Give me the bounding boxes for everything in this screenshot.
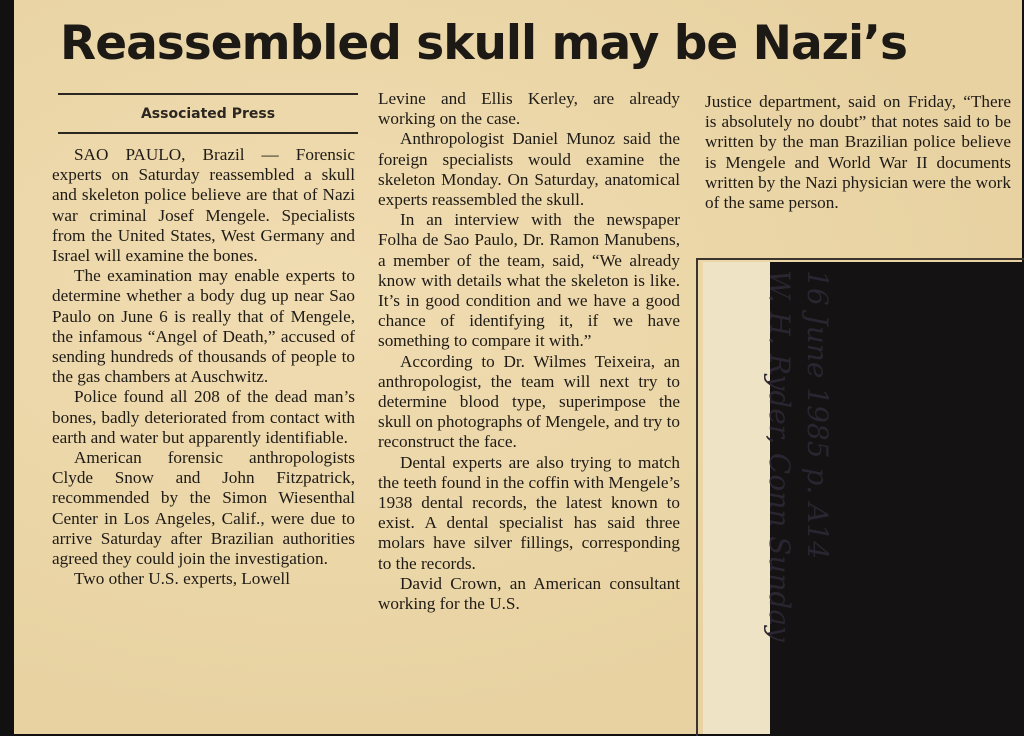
paragraph: Justice department, said on Friday, “There is absolutely no doubt” that notes said to be written by the man Brazilian police believe is Mengele and World War II documents written by the Nazi physician were the work of the same person. [705, 92, 1011, 213]
article-column-3 [705, 92, 1011, 213]
paragraph: Two other U.S. experts, Lowell [74, 569, 290, 589]
article-column-2 [378, 89, 680, 614]
handwritten-source: W. H. Ryder, Conn Sunday [763, 270, 796, 642]
byline-rule [58, 132, 358, 134]
paragraph: According to Dr. Wilmes Teixeira, an anthropologist, the team will next try to determine blood type, superimpose the skull on photographs of Mengele, and try to reconstruct the face. [378, 351, 680, 452]
byline: Associated Press [140, 106, 276, 122]
paragraph: Police found all 208 of the dead man’s bones, badly deteriorated from contact with earth and water but apparently identifiable. [52, 387, 355, 447]
paragraph: Dental experts are also trying to match the teeth found in the coffin with Mengele’s 1938 dental records, the latest known to exist. A dental specialist has said three molars have silver fillings, corresponding to the records. [378, 452, 680, 573]
paragraph: Levine and Ellis Kerley, are already working on the case. [378, 89, 680, 129]
paragraph: The examination may enable experts to determine whether a body dug up near Sao Paulo on June 6 is really that of Mengele, the infamous “Angel of Death,” accused of sending hundreds of thousands of people to the gas chambers at Auschwitz. [52, 266, 355, 387]
paragraph: American forensic anthropologists Clyde Snow and John Fitzpatrick, recommended by the Simon Wiesenthal Center in Los Angeles, Calif., were due to arrive Saturday after Brazilian authorities agreed they could join the investigation. [52, 448, 355, 569]
top-rule [58, 93, 358, 95]
article-column-1 [52, 145, 355, 589]
handwritten-date: 16 June 1985 p. A14 [801, 270, 834, 560]
paragraph: SAO PAULO, Brazil — Forensic experts on Saturday reassembled a skull and skeleton police believe are that of Nazi war criminal Josef Mengele. Specialists from the United States, West Germany and Israel will examine the bones. [52, 145, 355, 266]
paragraph: In an interview with the newspaper Folha de Sao Paulo, Dr. Ramon Manubens, a member of the team, said, “We already know with details what the skeleton is like. It’s in good condition and we have a good chance of identifying it, if we have something to compare it with.” [378, 210, 680, 351]
headline: Reassembled skull may be Nazi’s [60, 16, 907, 71]
handwritten-annotation [740, 270, 836, 730]
paragraph: David Crown, an American consultant working for the U.S. [378, 573, 680, 614]
paragraph: Anthropologist Daniel Munoz said the foreign specialists would examine the skeleton Monday. On Saturday, anatomical experts reassembled the skull. [378, 129, 680, 210]
